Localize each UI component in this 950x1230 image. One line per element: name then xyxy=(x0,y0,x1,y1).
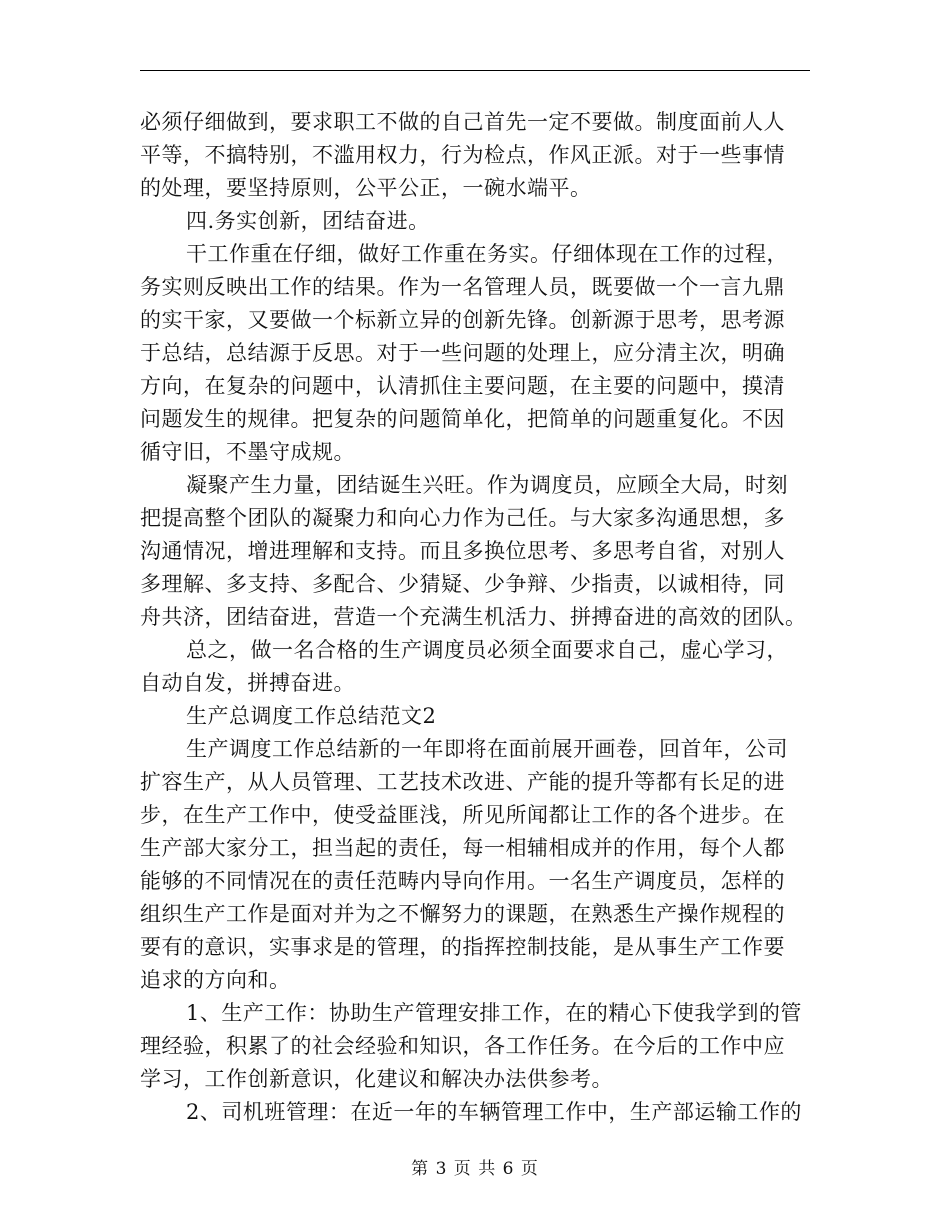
text-line: 总之，做一名合格的生产调度员必须全面要求自己，虚心学习， xyxy=(186,638,788,662)
document-body xyxy=(140,106,820,1129)
text-line: 扩容生产，从人员管理、工艺技术改进、产能的提升等都有长足的进 xyxy=(140,770,785,794)
text-line: 循守旧，不墨守成规。 xyxy=(140,440,355,464)
text-line: 沟通情况，增进理解和支持。而且多换位思考、多思考自省，对别人 xyxy=(140,539,785,563)
text-line: 生产调度工作总结新的一年即将在面前展开画卷，回首年，公司 xyxy=(186,737,788,761)
header-rule xyxy=(140,70,810,71)
text-line: 生产部大家分工，担当起的责任，每一相辅相成并的作用，每个人都 xyxy=(140,836,785,860)
text-line: 要有的意识，实事求是的管理，的指挥控制技能，是从事生产工作要 xyxy=(140,935,785,959)
text-line: 1、生产工作：协助生产管理安排工作，在的精心下使我学到的管 xyxy=(186,1001,802,1025)
text-line: 生产总调度工作总结范文2 xyxy=(186,704,437,728)
text-line: 舟共济，团结奋进，营造一个充满生机活力、拼搏奋进的高效的团队。 xyxy=(140,605,807,629)
text-line: 的处理，要坚持原则，公平公正，一碗水端平。 xyxy=(140,176,592,200)
text-line: 追求的方向和。 xyxy=(140,968,291,992)
page-footer: 第 3 页 共 6 页 xyxy=(411,1159,539,1179)
text-line: 能够的不同情况在的责任范畴内导向作用。一名生产调度员，怎样的 xyxy=(140,869,785,893)
text-line: 于总结，总结源于反思。对于一些问题的处理上，应分清主次，明确 xyxy=(140,341,785,365)
text-line: 学习，工作创新意识，化建议和解决办法供参考。 xyxy=(140,1067,613,1091)
text-line: 的实干家，又要做一个标新立异的创新先锋。创新源于思考，思考源 xyxy=(140,308,785,332)
text-line: 步，在生产工作中，使受益匪浅，所见所闻都让工作的各个进步。在 xyxy=(140,803,785,827)
text-line: 平等，不搞特别，不滥用权力，行为检点，作风正派。对于一些事情 xyxy=(140,143,785,167)
text-line: 必须仔细做到，要求职工不做的自己首先一定不要做。制度面前人人 xyxy=(140,110,785,134)
text-line: 多理解、多支持、多配合、少猜疑、少争辩、少指责，以诚相待，同 xyxy=(140,572,785,596)
text-line: 自动自发，拼搏奋进。 xyxy=(140,671,355,695)
text-line: 问题发生的规律。把复杂的问题简单化，把简单的问题重复化。不因 xyxy=(140,407,785,431)
text-line: 方向，在复杂的问题中，认清抓住主要问题，在主要的问题中，摸清 xyxy=(140,374,785,398)
text-line: 理经验，积累了的社会经验和知识，各工作任务。在今后的工作中应 xyxy=(140,1034,785,1058)
text-line: 组织生产工作是面对并为之不懈努力的课题，在熟悉生产操作规程的 xyxy=(140,902,785,926)
text-line: 务实则反映出工作的结果。作为一名管理人员，既要做一个一言九鼎 xyxy=(140,275,785,299)
text-line: 2、司机班管理：在近一年的车辆管理工作中，生产部运输工作的 xyxy=(186,1100,802,1124)
text-line: 干工作重在仔细，做好工作重在务实。仔细体现在工作的过程， xyxy=(186,242,788,266)
text-line: 四.务实创新，团结奋进。 xyxy=(186,209,430,233)
text-line: 把提高整个团队的凝聚力和向心力作为己任。与大家多沟通思想，多 xyxy=(140,506,785,530)
text-line: 凝聚产生力量，团结诞生兴旺。作为调度员，应顾全大局，时刻 xyxy=(186,473,788,497)
